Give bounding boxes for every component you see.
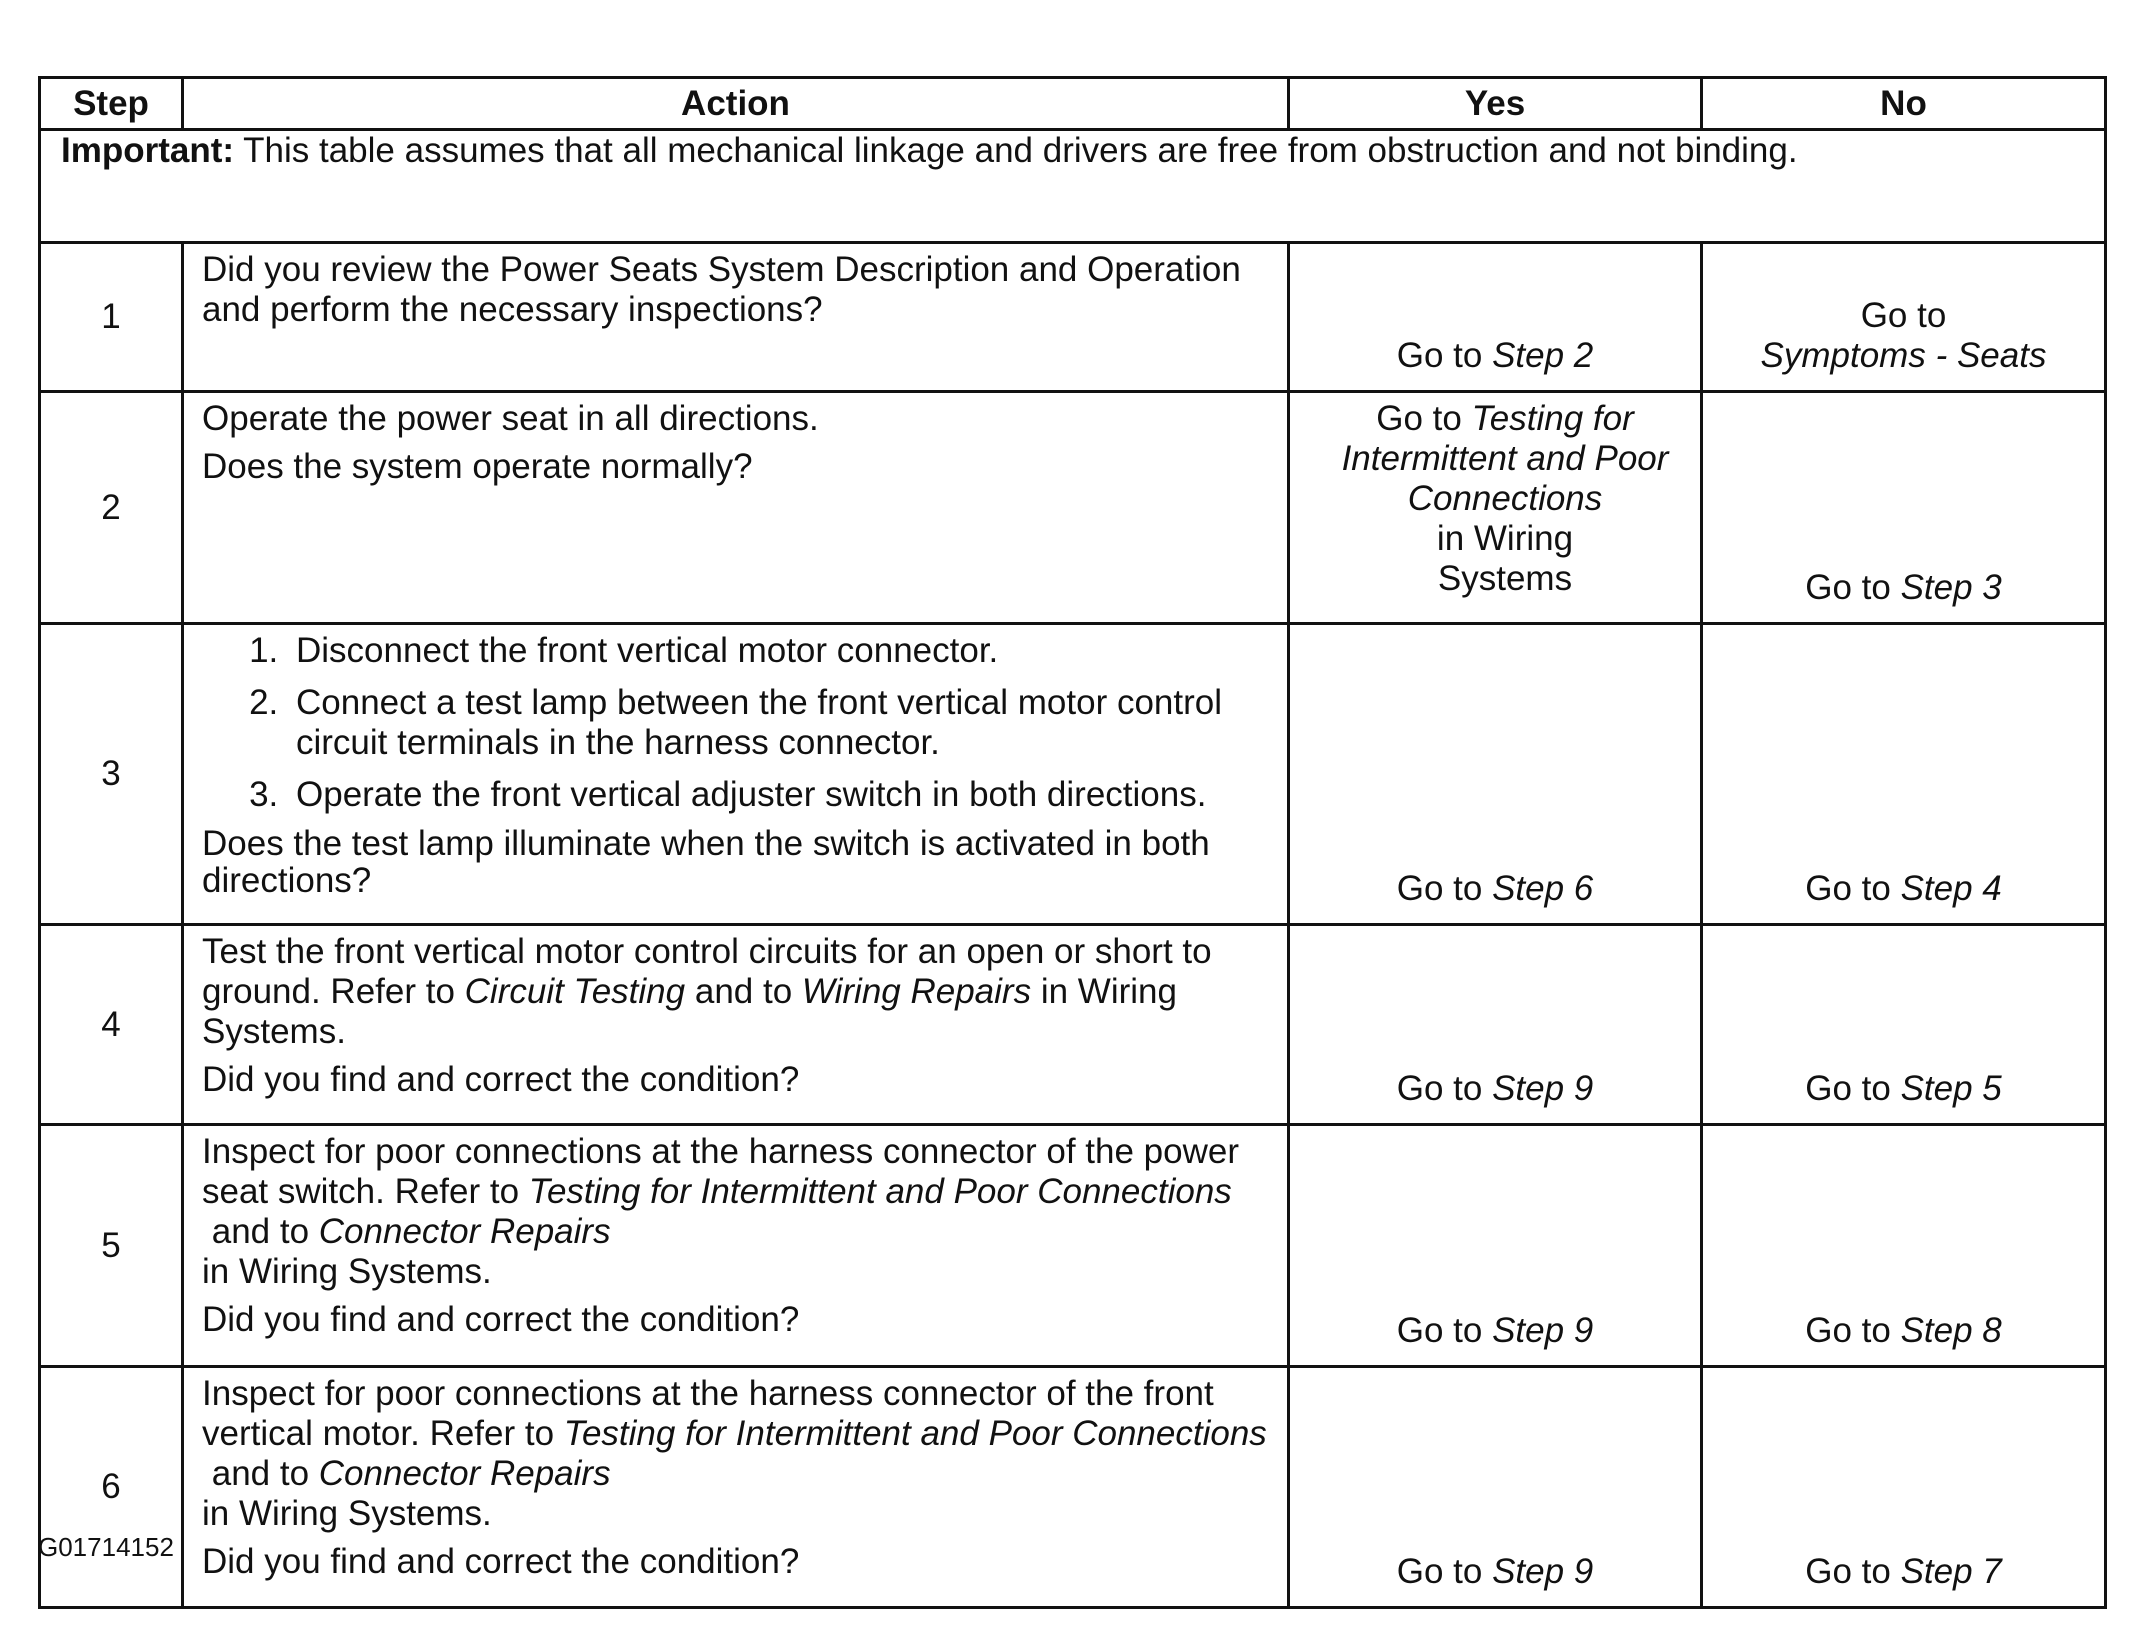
table-row xyxy=(40,925,2106,1125)
action-text-part: in Wiring Systems. xyxy=(202,1252,492,1291)
important-text: This table assumes that all mechanical linkage and drivers are free from obstruction and not binding. xyxy=(234,131,1798,170)
action-cell xyxy=(183,1125,1289,1367)
no-link[interactable]: Step 8 xyxy=(1900,1311,2002,1350)
list-item: 1. Disconnect the front vertical motor connector. xyxy=(288,631,1271,671)
yes-prefix: Go to xyxy=(1376,399,1472,438)
action-text-part: in Wiring Systems. xyxy=(202,972,1177,1051)
wiring-repairs-link[interactable]: Wiring Repairs xyxy=(801,972,1032,1011)
important-note xyxy=(40,130,2106,243)
question-text: Does the test lamp illuminate when the switch is activated in both directions? xyxy=(202,824,1210,900)
testing-intermittent-link[interactable]: Testing for Intermittent and Poor Connections xyxy=(563,1414,1267,1453)
no-cell xyxy=(1702,925,2106,1125)
action-text xyxy=(202,1374,1271,1534)
action-cell xyxy=(183,392,1289,624)
action-cell xyxy=(183,243,1289,392)
no-cell xyxy=(1702,243,2106,392)
important-label: Important: xyxy=(61,131,235,170)
action-text-part: Inspect for poor connections at the harness connector of the power seat switch. Refer to xyxy=(202,1132,1240,1211)
step-number: 5 xyxy=(40,1125,183,1367)
yes-cell xyxy=(1289,243,1702,392)
no-cell xyxy=(1702,1367,2106,1608)
action-text: Did you review the Power Seats System Description and Operation and perform the necessary inspections? xyxy=(202,250,1241,329)
action-text-part: in Wiring Systems. xyxy=(202,1494,492,1533)
table-row xyxy=(40,1367,2106,1608)
table-row xyxy=(40,392,2106,624)
testing-intermittent-link[interactable]: Testing for Intermittent and Poor Connections xyxy=(528,1172,1232,1211)
diagnostic-table xyxy=(38,76,2107,1609)
table-row xyxy=(40,1125,2106,1367)
instruction-list xyxy=(202,631,1271,815)
table-row xyxy=(40,243,2106,392)
header-row xyxy=(40,78,2106,130)
yes-link[interactable]: Step 9 xyxy=(1492,1069,1594,1108)
no-prefix: Go to xyxy=(1805,568,1901,607)
header-action: Action xyxy=(183,78,1289,130)
action-text xyxy=(202,1132,1271,1292)
no-link[interactable]: Step 7 xyxy=(1900,1552,2002,1591)
yes-prefix: Go to xyxy=(1396,1311,1493,1350)
yes-prefix: Go to xyxy=(1396,336,1493,375)
yes-prefix: Go to xyxy=(1396,1069,1493,1108)
action-text-part: Inspect for poor connections at the harness connector of the front vertical motor. Refer to xyxy=(202,1374,1214,1453)
action-cell xyxy=(183,925,1289,1125)
no-cell xyxy=(1702,624,2106,925)
step-number: 3 xyxy=(40,624,183,925)
yes-cell xyxy=(1289,925,1702,1125)
yes-link[interactable]: Step 9 xyxy=(1492,1311,1594,1350)
list-item: 3. Operate the front vertical adjuster switch in both directions. xyxy=(288,775,1271,815)
yes-link[interactable]: Step 6 xyxy=(1492,869,1594,908)
important-note-row xyxy=(40,130,2106,243)
step-number: 4 xyxy=(40,925,183,1125)
no-prefix: Go to xyxy=(1805,1069,1901,1108)
header-yes: Yes xyxy=(1289,78,1702,130)
header-no: No xyxy=(1702,78,2106,130)
no-link[interactable]: Step 4 xyxy=(1900,869,2002,908)
yes-prefix: Go to xyxy=(1396,1552,1493,1591)
yes-cell xyxy=(1289,1367,1702,1608)
no-prefix: Go to xyxy=(1805,1552,1901,1591)
no-prefix: Go to xyxy=(1860,296,1947,335)
yes-suffix: in Wiring Systems xyxy=(1436,519,1574,598)
yes-cell xyxy=(1289,624,1702,925)
circuit-testing-link[interactable]: Circuit Testing xyxy=(464,972,686,1011)
header-step: Step xyxy=(40,78,183,130)
action-text-part: and to xyxy=(685,972,802,1011)
no-link[interactable]: Step 3 xyxy=(1900,568,2002,607)
yes-prefix: Go to xyxy=(1396,869,1493,908)
no-prefix: Go to xyxy=(1805,1311,1901,1350)
question-text: Did you find and correct the condition? xyxy=(202,1060,800,1099)
connector-repairs-link[interactable]: Connector Repairs xyxy=(318,1212,611,1251)
no-prefix: Go to xyxy=(1805,869,1901,908)
action-text: Operate the power seat in all directions. xyxy=(202,399,819,438)
yes-link[interactable]: Step 2 xyxy=(1492,336,1594,375)
figure-id: G01714152 xyxy=(38,1532,174,1562)
question-text: Did you find and correct the condition? xyxy=(202,1542,800,1581)
action-text-part: and to xyxy=(202,1454,319,1493)
step-number: 2 xyxy=(40,392,183,624)
action-cell xyxy=(183,1367,1289,1608)
yes-cell xyxy=(1289,392,1702,624)
table-row xyxy=(40,624,2106,925)
connector-repairs-link[interactable]: Connector Repairs xyxy=(318,1454,611,1493)
step-number: 1 xyxy=(40,243,183,392)
action-text-part: Test the front vertical motor control circuits for an open or short to ground. Refer to xyxy=(202,932,1212,1011)
no-link[interactable]: Step 5 xyxy=(1900,1069,2002,1108)
list-item: 2. Connect a test lamp between the front vertical motor control circuit terminals in the harness connector. xyxy=(288,683,1271,763)
yes-cell xyxy=(1289,1125,1702,1367)
step-number: 6 xyxy=(40,1367,183,1608)
action-cell xyxy=(183,624,1289,925)
no-cell xyxy=(1702,1125,2106,1367)
question-text: Does the system operate normally? xyxy=(202,447,753,486)
yes-link[interactable]: Step 9 xyxy=(1492,1552,1594,1591)
yes-link[interactable]: Testing for Intermittent and Poor Connections xyxy=(1341,399,1669,518)
action-text-part: and to xyxy=(202,1212,319,1251)
no-cell xyxy=(1702,392,2106,624)
action-text xyxy=(202,932,1271,1052)
question-text: Did you find and correct the condition? xyxy=(202,1300,800,1339)
no-link[interactable]: Symptoms - Seats xyxy=(1760,336,2047,375)
